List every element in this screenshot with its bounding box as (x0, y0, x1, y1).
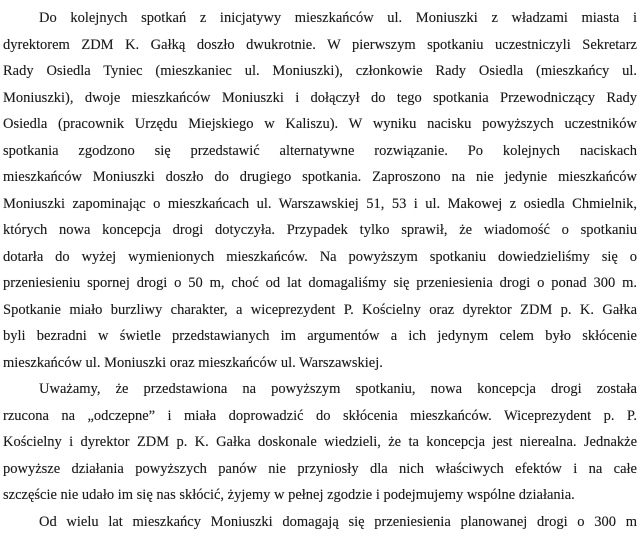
text-line: dotarła do wyżej wymienionych mieszkańców. Na powyższym spotkaniu dowiedzieliśmy się o (3, 248, 637, 265)
text-line: Moniuszki), dwoje mieszkańców Moniuszki i dołączył do tego spotkania Przewodniczący Rady (3, 89, 637, 106)
text-line: Do kolejnych spotkań z inicjatywy mieszkańców ul. Moniuszki z władzami miasta i (39, 10, 637, 26)
text-line: Spotkanie miało burzliwy charakter, a wiceprezydent P. Kościelny oraz dyrektor ZDM p. K. Gałka (3, 301, 637, 318)
text-line: szczęście nie udało im się nas skłócić, żyjemy w pełnej zgodzie i podejmujemy wspólne działania. (3, 487, 575, 503)
paragraph (3, 5, 637, 376)
text-line: byli bezradni w świetle przedstawianych im argumentów a ich jedynym celem było skłócenie (3, 328, 637, 344)
paragraph (3, 509, 637, 536)
text-line: dyrektorem ZDM K. Gałką doszło dwukrotnie. W pierwszym spotkaniu uczestniczyli Sekretarz (3, 36, 637, 53)
text-line: Kościelny i dyrektor ZDM p. K. Gałka doskonale wiedzieli, że ta koncepcja jest nierealna. Jednakże (3, 434, 637, 450)
text-line: Rady Osiedla Tyniec (mieszkaniec ul. Moniuszki), członkowie Rady Osiedla (mieszkańcy ul. (3, 63, 637, 79)
text-line: Osiedla (pracownik Urzędu Miejskiego w Kaliszu). W wyniku nacisku powyższych uczestników (3, 116, 637, 132)
text-line: Uważamy, że przedstawiona na powyższym spotkaniu, nowa koncepcja drogi została (39, 381, 637, 397)
text-line: Moniuszki zapominając o mieszkańcach ul. Warszawskiej 51, 53 i ul. Makowej z osiedla Chmielnik, (3, 195, 637, 212)
text-line: przeniesieniu spornej drogi o 50 m, choć od lat domagaliśmy się przeniesienia drogi o ponad 300 m. (3, 275, 637, 291)
text-line: których nowa koncepcja drogi dotyczyła. Przypadek tylko sprawił, że wiadomość o spotkaniu (3, 222, 637, 238)
text-line: mieszkańców Moniuszki doszło do drugiego spotkania. Zaproszono na nie jedynie mieszkańców (3, 169, 637, 185)
text-line: powyższe działania powyższych panów nie przyniosły dla nich właściwych efektów i na całe (3, 460, 637, 477)
text-line: Od wielu lat mieszkańcy Moniuszki domagają się przeniesienia planowanej drogi o 300 m (39, 513, 637, 530)
text-line: rzucona na „odczepne” i miała doprowadzić do skłócenia mieszkańców. Wiceprezydent p. P. (3, 407, 637, 424)
paragraph (3, 376, 637, 509)
text-line: spotkania zgodzono się przedstawić alternatywne rozwiązanie. Po kolejnych naciskach (3, 142, 637, 159)
text-line: mieszkańców ul. Moniuszki oraz mieszkańców ul. Warszawskiej. (3, 354, 383, 371)
